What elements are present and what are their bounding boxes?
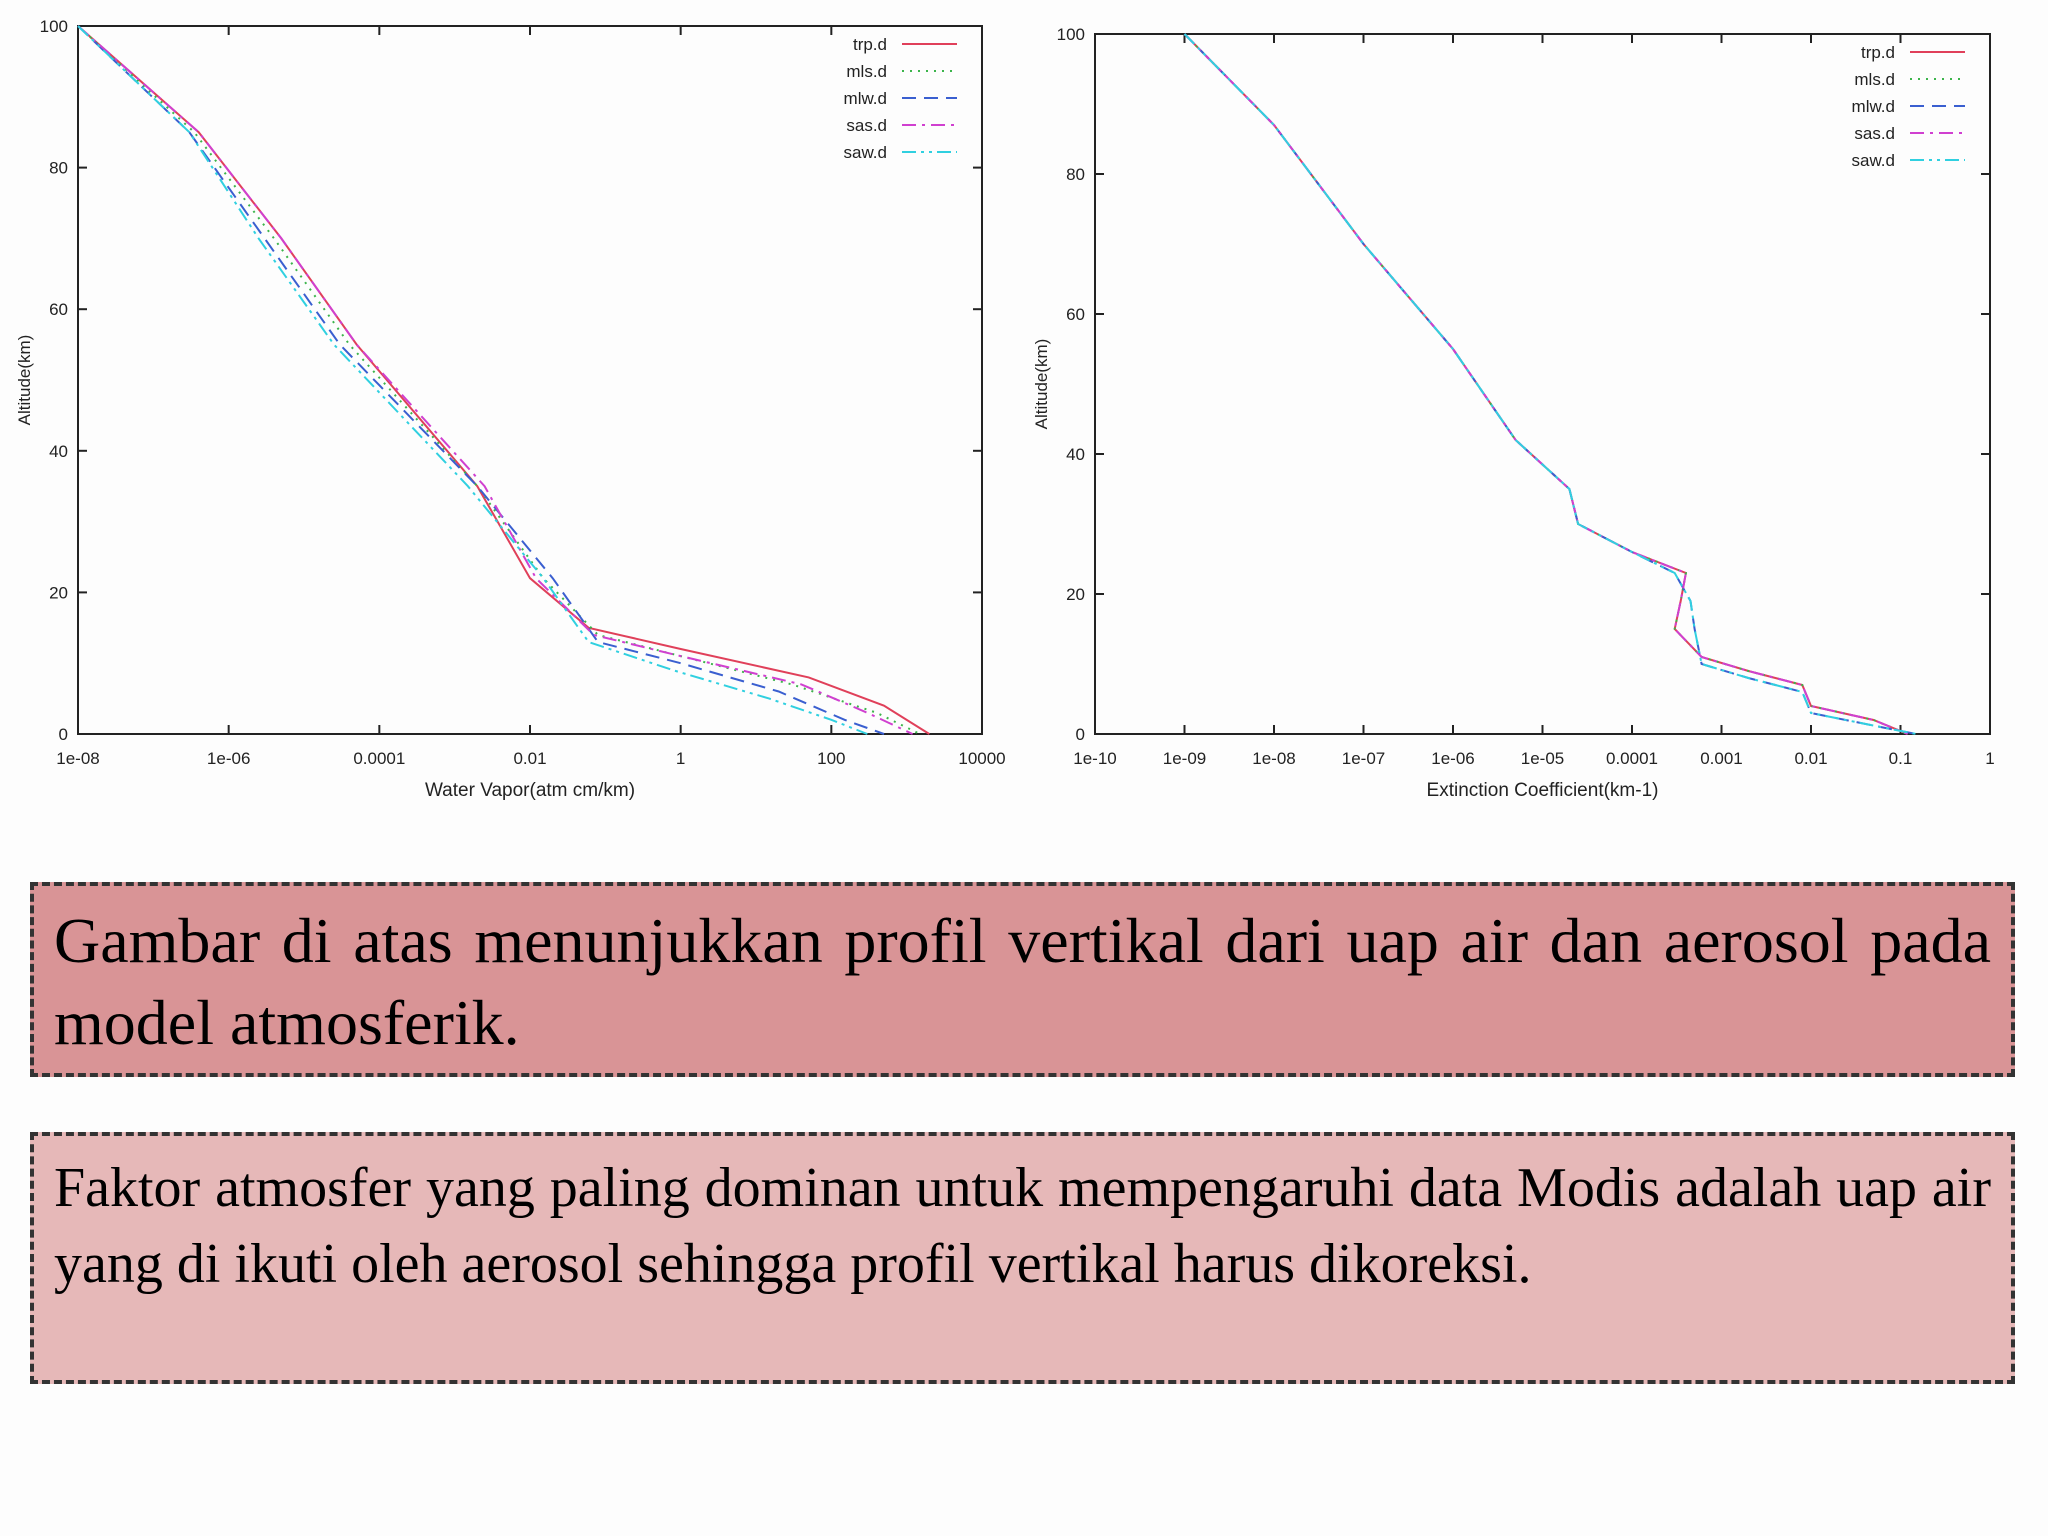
chart1-x-axis-label: Water Vapor(atm cm/km) <box>424 780 636 801</box>
chart1-x-tick-label: 0.01 <box>513 749 547 768</box>
chart1-x-tick-label: 1e-08 <box>56 749 100 768</box>
chart2-series-line-mlw-d <box>1185 34 1917 734</box>
chart2-y-tick-label: 0 <box>1075 725 1085 744</box>
chart2-y-axis-label: Altitude(km) <box>1032 338 1051 430</box>
conclusion-text: Faktor atmosfer yang paling dominan untuk mempengaruhi data Modis adalah uap air yang di ikuti oleh aerosol sehingga profil vertikal harus dikoreksi. <box>54 1157 1991 1295</box>
chart2-x-tick-label: 1e-10 <box>1073 749 1117 768</box>
chart1-series-line-sas-d <box>78 26 913 734</box>
chart2-x-tick-label: 1e-09 <box>1162 749 1207 768</box>
chart1-x-tick-label: 1e-06 <box>206 749 251 768</box>
description-textbox <box>30 882 2015 1077</box>
chart2-x-tick-label: 1e-08 <box>1252 749 1296 768</box>
chart2-legend-label: trp.d <box>1860 43 1895 62</box>
chart1-x-tick-label: 0.0001 <box>353 749 406 768</box>
chart1-x-tick-label: 100 <box>817 749 846 768</box>
chart1-x-tick-label: 10000 <box>958 749 1006 768</box>
chart2-x-tick-label: 0.1 <box>1888 749 1913 768</box>
chart1-legend-label: mlw.d <box>843 89 887 108</box>
chart2-y-tick-label: 60 <box>1066 305 1085 324</box>
conclusion-textbox <box>30 1132 2015 1384</box>
chart1-y-tick-label: 60 <box>49 300 68 320</box>
chart2-series-line-trp-d <box>1185 34 1908 734</box>
chart2-x-tick-label: 1e-05 <box>1520 749 1565 768</box>
chart2-y-tick-label: 20 <box>1066 585 1085 604</box>
chart2-x-tick-label: 1 <box>1985 749 1995 768</box>
chart2-y-tick-label: 100 <box>1056 25 1085 44</box>
chart1-y-tick-label: 40 <box>49 441 68 461</box>
chart1-legend-label: mls.d <box>846 62 887 81</box>
chart2-x-tick-label: 0.0001 <box>1606 749 1658 768</box>
chart1-series-line-saw-d <box>78 26 867 734</box>
extinction-coefficient-chart <box>1025 0 2040 815</box>
water-vapor-chart-svg <box>0 0 1010 815</box>
chart1-y-tick-label: 100 <box>39 17 68 36</box>
chart2-series-line-mls-d <box>1185 34 1908 734</box>
chart1-legend-label: trp.d <box>852 35 887 54</box>
chart1-y-tick-label: 0 <box>58 725 68 744</box>
water-vapor-chart <box>0 0 1010 815</box>
chart1-legend-label: sas.d <box>846 116 887 135</box>
chart2-x-tick-label: 0.01 <box>1794 749 1828 768</box>
extinction-coefficient-chart-svg <box>1025 0 2040 815</box>
chart1-y-axis-label: Altitude(km) <box>15 334 34 426</box>
chart2-series-line-saw-d <box>1185 34 1917 734</box>
chart1-legend-label: saw.d <box>843 143 887 162</box>
chart2-legend-label: sas.d <box>1854 124 1895 143</box>
chart1-series-line-mls-d <box>78 26 920 734</box>
chart2-series-line-sas-d <box>1185 34 1908 734</box>
chart1-y-tick-label: 20 <box>49 583 68 603</box>
chart2-x-tick-label: 0.001 <box>1700 749 1743 768</box>
description-text: Gambar di atas menunjukkan profil vertikal dari uap air dan aerosol pada model atmosferik. <box>54 905 1991 1058</box>
chart1-series-line-trp-d <box>78 26 929 734</box>
chart2-x-tick-label: 1e-07 <box>1341 749 1386 768</box>
chart1-y-tick-label: 80 <box>49 158 68 178</box>
chart2-legend-label: saw.d <box>1851 151 1895 170</box>
chart2-y-tick-label: 80 <box>1066 165 1085 184</box>
chart2-x-tick-label: 1e-06 <box>1431 749 1475 768</box>
chart1-x-tick-label: 1 <box>675 749 686 768</box>
chart2-y-tick-label: 40 <box>1066 445 1085 464</box>
chart2-legend-label: mlw.d <box>1851 97 1895 116</box>
chart2-x-axis-label: Extinction Coefficient(km-1) <box>1426 780 1659 801</box>
chart2-legend-label: mls.d <box>1854 70 1895 89</box>
